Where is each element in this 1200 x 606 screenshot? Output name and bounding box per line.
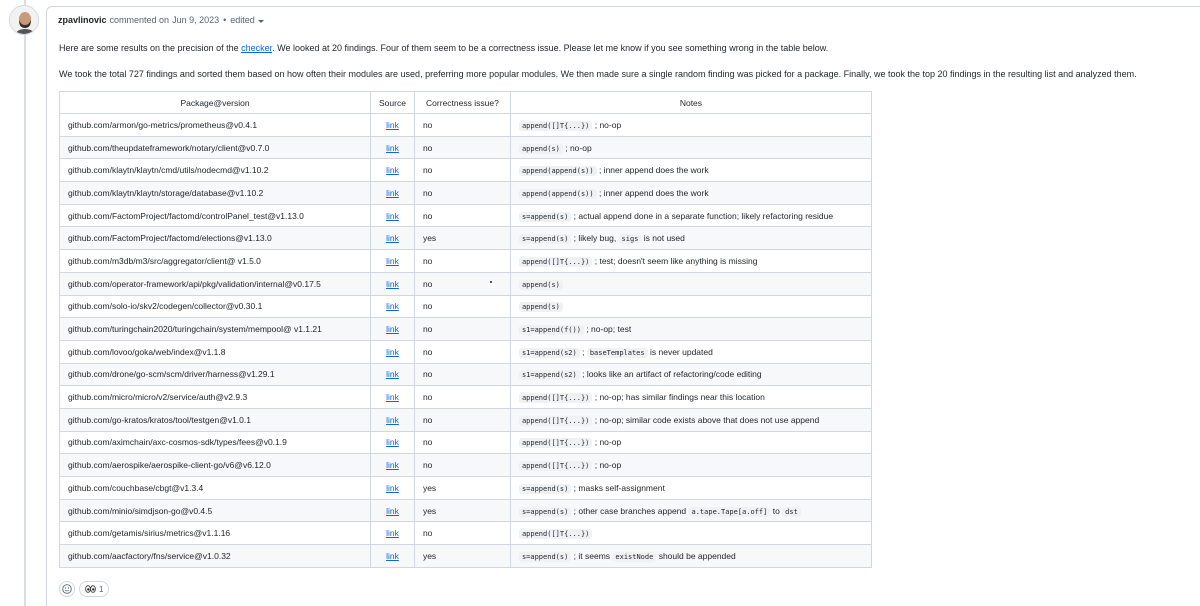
correctness-cell: yes [414, 545, 510, 568]
notes-cell [510, 408, 871, 431]
table-row [60, 272, 872, 295]
notes-text: ; no-op [562, 142, 592, 153]
source-link[interactable]: link [386, 278, 399, 289]
notes-cell [510, 499, 871, 522]
correctness-cell: no [414, 408, 510, 431]
correctness-cell: no [414, 295, 510, 318]
comment-box [46, 6, 1200, 606]
source-cell [371, 408, 415, 431]
source-cell [371, 522, 415, 545]
notes-cell [510, 545, 871, 568]
notes-code: s1=append(s2) [519, 348, 580, 358]
notes-text: ; test; doesn't seem like anything is missing [592, 255, 758, 266]
notes-code: append(append(s)) [519, 189, 597, 199]
notes-text: ; no-op; test [583, 324, 632, 335]
intro-text: Here are some results on the precision of the [59, 43, 242, 53]
source-link[interactable]: link [386, 482, 399, 493]
notes-text: is never updated [647, 346, 713, 357]
table-row [60, 363, 872, 386]
notes-cell [510, 159, 871, 182]
eyes-reaction-button[interactable] [79, 581, 109, 597]
correctness-cell: yes [414, 499, 510, 522]
source-link[interactable]: link [386, 437, 399, 448]
comment-date[interactable]: Jun 9, 2023 [172, 15, 220, 25]
notes-code: append([]T{...}) [519, 438, 592, 448]
table-row [60, 182, 872, 205]
table-body [60, 114, 872, 568]
notes-text: ; inner append does the work [596, 187, 709, 198]
table-row [60, 522, 872, 545]
paragraph-method: We took the total 727 findings and sorted them based on how often their modules are used, preferring more popular modules. We then made sure a single random finding was picked for a package. Finally, we took the top 20 findings in the resulting list and analyzed them. [59, 69, 1137, 79]
eyes-icon [85, 585, 96, 593]
notes-cell [510, 318, 871, 341]
notes-cell [510, 204, 871, 227]
source-cell [371, 295, 415, 318]
notes-code: baseTemplates [587, 348, 648, 358]
source-link[interactable]: link [386, 165, 399, 176]
table-row [60, 477, 872, 500]
notes-code: s=append(s) [519, 507, 571, 517]
table-row [60, 250, 872, 273]
edited-dropdown[interactable] [230, 15, 264, 25]
package-cell: github.com/getamis/sirius/metrics@v1.1.16 [60, 522, 371, 545]
source-link[interactable]: link [386, 119, 399, 130]
separator-dot: • [223, 15, 227, 25]
package-cell: github.com/FactomProject/factomd/elections@v1.13.0 [60, 227, 371, 250]
comment-action: commented on [109, 15, 170, 25]
correctness-cell: no [414, 522, 510, 545]
notes-cell [510, 182, 871, 205]
source-cell [371, 386, 415, 409]
notes-text: ; no-op [592, 460, 622, 471]
comment-header [58, 13, 264, 27]
source-link[interactable]: link [386, 392, 399, 403]
notes-code: append([]T{...}) [519, 529, 592, 539]
edited-label: edited [230, 15, 255, 25]
notes-code: s=append(s) [519, 552, 571, 562]
source-link[interactable]: link [386, 528, 399, 539]
notes-code: s=append(s) [519, 212, 571, 222]
notes-code: append([]T{...}) [519, 393, 592, 403]
source-link[interactable]: link [386, 187, 399, 198]
source-link[interactable]: link [386, 255, 399, 266]
source-link[interactable]: link [386, 369, 399, 380]
notes-text: ; it seems [571, 550, 613, 561]
correctness-cell: yes [414, 227, 510, 250]
notes-cell [510, 522, 871, 545]
paragraph-intro [59, 42, 828, 54]
intro-text-rest: . We looked at 20 findings. Four of them seem to be a correctness issue. Please let me know if you see something wrong in the table below. [272, 43, 829, 53]
package-cell: github.com/aerospike/aerospike-client-go/v6@v6.12.0 [60, 454, 371, 477]
source-link[interactable]: link [386, 550, 399, 561]
correctness-cell: no [414, 136, 510, 159]
package-cell: github.com/lovoo/goka/web/index@v1.1.8 [60, 340, 371, 363]
correctness-cell: yes [414, 477, 510, 500]
source-cell [371, 318, 415, 341]
notes-cell [510, 227, 871, 250]
notes-code: s1=append(s2) [519, 370, 580, 380]
correctness-cell: no [414, 431, 510, 454]
source-cell [371, 227, 415, 250]
table-row [60, 204, 872, 227]
notes-code: s=append(s) [519, 234, 571, 244]
notes-cell [510, 431, 871, 454]
table-header-row [60, 92, 872, 114]
table-row [60, 114, 872, 137]
notes-code: append(s) [519, 144, 563, 154]
package-cell: github.com/FactomProject/factomd/controlPanel_test@v1.13.0 [60, 204, 371, 227]
package-cell: github.com/go-kratos/kratos/tool/testgen@v1.0.1 [60, 408, 371, 431]
header-correctness: Correctness issue? [414, 92, 510, 114]
source-cell [371, 204, 415, 227]
notes-text: ; no-op [592, 437, 622, 448]
package-cell: github.com/turingchain2020/turingchain/system/mempool@ v1.1.21 [60, 318, 371, 341]
avatar[interactable] [9, 5, 39, 35]
source-cell [371, 182, 415, 205]
findings-table [59, 91, 872, 568]
source-cell [371, 545, 415, 568]
add-reaction-button[interactable] [59, 581, 75, 597]
package-cell: github.com/solo-io/skv2/codegen/collector@v0.30.1 [60, 295, 371, 318]
notes-cell [510, 363, 871, 386]
notes-cell [510, 272, 871, 295]
notes-text: ; masks self-assignment [571, 482, 665, 493]
notes-text: ; [579, 346, 587, 357]
notes-cell [510, 340, 871, 363]
source-cell [371, 477, 415, 500]
correctness-cell: no [414, 250, 510, 273]
table-row [60, 431, 872, 454]
correctness-cell: no [414, 318, 510, 341]
smiley-icon [62, 584, 72, 594]
notes-code: append([]T{...}) [519, 416, 592, 426]
stray-dot [490, 281, 492, 283]
table-row [60, 295, 872, 318]
source-link[interactable]: link [386, 210, 399, 221]
package-cell: github.com/couchbase/cbgt@v1.3.4 [60, 477, 371, 500]
notes-cell [510, 477, 871, 500]
package-cell: github.com/m3db/m3/src/aggregator/client@ v1.5.0 [60, 250, 371, 273]
source-link[interactable]: link [386, 460, 399, 471]
package-cell: github.com/armon/go-metrics/prometheus@v0.4.1 [60, 114, 371, 137]
correctness-cell: no [414, 114, 510, 137]
notes-code: s1=append(f()) [519, 325, 584, 335]
table-row [60, 454, 872, 477]
package-cell: github.com/aacfactory/fns/service@v1.0.32 [60, 545, 371, 568]
package-cell: github.com/klaytn/klaytn/cmd/utils/nodecmd@v1.10.2 [60, 159, 371, 182]
header-notes: Notes [510, 92, 871, 114]
source-link[interactable]: link [386, 142, 399, 153]
notes-code: append([]T{...}) [519, 257, 592, 267]
notes-text: ; no-op [592, 119, 622, 130]
notes-cell [510, 295, 871, 318]
source-link[interactable]: link [386, 505, 399, 516]
source-link[interactable]: link [386, 301, 399, 312]
notes-text: ; likely bug, [571, 233, 619, 244]
notes-text: is not used [641, 233, 685, 244]
source-cell [371, 159, 415, 182]
package-cell: github.com/operator-framework/api/pkg/validation/internal@v0.17.5 [60, 272, 371, 295]
table-row [60, 136, 872, 159]
header-source: Source [371, 92, 415, 114]
correctness-cell: no [414, 363, 510, 386]
notes-code: append(append(s)) [519, 166, 597, 176]
source-cell [371, 340, 415, 363]
notes-text: ; no-op; similar code exists above that does not use append [592, 414, 820, 425]
notes-code: a.tape.Tape[a.off] [689, 507, 771, 517]
source-cell [371, 250, 415, 273]
table-row [60, 408, 872, 431]
notes-text: ; looks like an artifact of refactoring/code editing [579, 369, 762, 380]
package-cell: github.com/drone/go-scm/scm/driver/harness@v1.29.1 [60, 363, 371, 386]
source-link[interactable]: link [386, 324, 399, 335]
notes-code: s=append(s) [519, 484, 571, 494]
author-link[interactable]: zpavlinovic [58, 15, 107, 25]
notes-code: existNode [612, 552, 656, 562]
package-cell: github.com/micro/micro/v2/service/auth@v2.9.3 [60, 386, 371, 409]
correctness-cell: no [414, 272, 510, 295]
notes-cell [510, 454, 871, 477]
notes-text: ; inner append does the work [596, 165, 709, 176]
notes-cell [510, 250, 871, 273]
table-row [60, 318, 872, 341]
source-cell [371, 272, 415, 295]
notes-text: ; no-op; has similar findings near this location [592, 392, 765, 403]
source-cell [371, 499, 415, 522]
source-cell [371, 136, 415, 159]
notes-text: ; other case branches append [571, 505, 689, 516]
correctness-cell: no [414, 182, 510, 205]
table-row [60, 499, 872, 522]
checker-link[interactable]: checker [241, 43, 273, 53]
correctness-cell: no [414, 340, 510, 363]
table-row [60, 159, 872, 182]
notes-text: to [770, 505, 783, 516]
notes-text: ; actual append done in a separate function; likely refactoring residue [571, 210, 834, 221]
table-row [60, 340, 872, 363]
header-package: Package@version [60, 92, 371, 114]
notes-text: should be appended [656, 550, 736, 561]
reactions-bar [59, 581, 109, 597]
table-row [60, 386, 872, 409]
source-cell [371, 363, 415, 386]
eyes-count: 1 [99, 584, 104, 594]
source-cell [371, 431, 415, 454]
notes-code: dst [782, 507, 801, 517]
notes-cell [510, 114, 871, 137]
notes-code: append([]T{...}) [519, 121, 592, 131]
correctness-cell: no [414, 454, 510, 477]
timeline-line [24, 0, 26, 606]
source-link[interactable]: link [386, 233, 399, 244]
correctness-cell: no [414, 159, 510, 182]
package-cell: github.com/minio/simdjson-go@v0.4.5 [60, 499, 371, 522]
notes-cell [510, 136, 871, 159]
table-row [60, 227, 872, 250]
source-cell [371, 114, 415, 137]
table-row [60, 545, 872, 568]
source-cell [371, 454, 415, 477]
notes-cell [510, 386, 871, 409]
package-cell: github.com/theupdateframework/notary/client@v0.7.0 [60, 136, 371, 159]
correctness-cell: no [414, 386, 510, 409]
package-cell: github.com/aximchain/axc-cosmos-sdk/types/fees@v0.1.9 [60, 431, 371, 454]
notes-code: append(s) [519, 280, 563, 290]
source-link[interactable]: link [386, 414, 399, 425]
notes-code: append([]T{...}) [519, 461, 592, 471]
source-link[interactable]: link [386, 346, 399, 357]
package-cell: github.com/klaytn/klaytn/storage/database@v1.10.2 [60, 182, 371, 205]
notes-code: sigs [619, 234, 642, 244]
correctness-cell: no [414, 204, 510, 227]
notes-code: append(s) [519, 302, 563, 312]
chevron-down-icon [258, 20, 264, 23]
